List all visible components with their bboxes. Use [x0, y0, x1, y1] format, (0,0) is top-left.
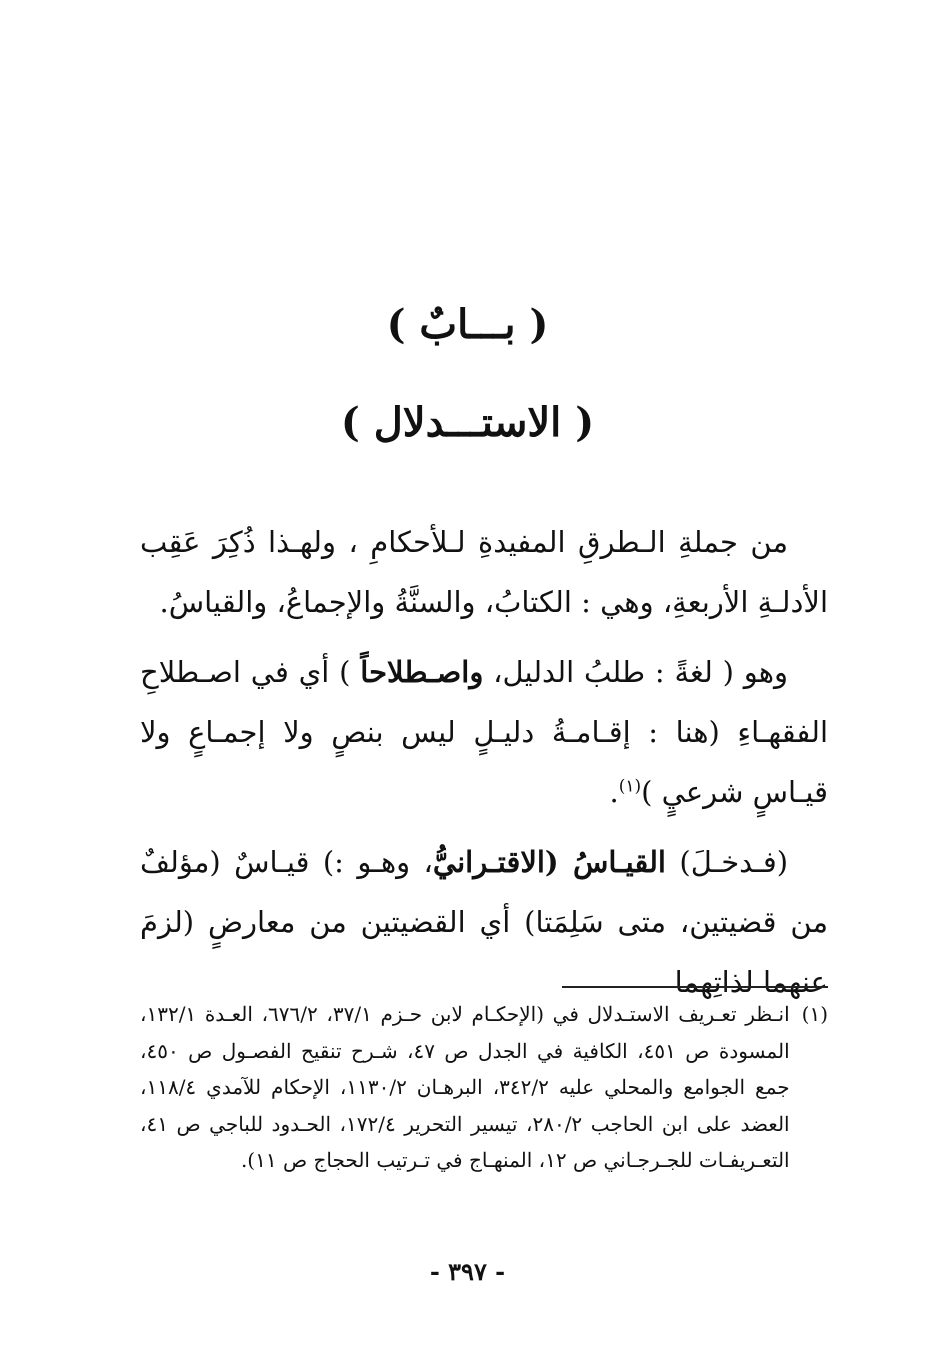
headings-block — [0, 290, 935, 458]
footnote-1 — [140, 996, 828, 1179]
footnote-text: انـظر تعـريف الاستـدلال في (الإحكـام لابن حـزم ٣٧/١، ٦٧٦/٢، العـدة ١٣٢/١، المسودة ص ٤٥١، الكافية في الجدل ص ٤٧، شـرح تنقيح الفصـول ص ٤٥٠، جمع الجوامع والمحلي عليه ٣٤٢/٢، البرهـان ١١٣٠/٢، الإحكام للآمدي ١١٨/٤، العضد على ابن الحاجب ٢٨٠/٢، تيسير التحرير ١٧٢/٤، الحـدود للباجي ص ٤١، التعـريفـات للجـرجـاني ص ١٢، المنهـاج في تـرتيب الحجاج ص ١١). — [140, 1002, 790, 1172]
paragraph-3-part-c: ، وهـو :) قيـاسٌ (مؤلفٌ من قضيتين، متى سَلِمَتا) أي القضيتين من معارضٍ (لزمَ عنهما لذاتِهما — [140, 845, 828, 999]
section-heading: ( الاستـــدلال ) — [340, 399, 595, 446]
footnotes-block — [140, 996, 828, 1179]
chapter-heading: ( بـــابٌ ) — [386, 301, 549, 348]
paragraph-3-part-a: (فـدخـلَ) — [666, 845, 789, 879]
footnote-reference[interactable]: (١) — [618, 776, 642, 797]
main-text — [140, 512, 828, 1022]
paragraph-3-term: القيـاسُ (الاقتـرانيُّ — [432, 845, 666, 879]
paragraph-2-term: واصـطلاحاً — [360, 655, 484, 689]
paragraph-2 — [140, 642, 828, 822]
paragraph-2-part-a: وهو ( لغةً : طلبُ الدليل، — [483, 655, 789, 689]
page-number: - ٣٩٧ - — [429, 1257, 506, 1286]
footnote-separator — [562, 986, 828, 988]
paragraph-2-part-c: ) أي في اصـطلاحِ الفقهـاءِ (هنا : إقـامـةُ دليـلٍ ليس بنصٍ ولا إجمـاعٍ ولا قيـاسٍ شرعيٍ ) — [140, 655, 828, 809]
paragraph-2-end: . — [609, 775, 619, 809]
paragraph-1: من جملةِ الـطرقِ المفيدةِ لـلأحكامِ ، ولهـذا ذُكِرَ عَقِب الأدلـةِ الأربعةِ، وهي : الكتابُ، والسنَّةُ والإجماعُ، والقياسُ. — [140, 525, 828, 619]
footnote-number: (١) — [801, 1002, 828, 1026]
paragraph-3 — [140, 832, 828, 1012]
